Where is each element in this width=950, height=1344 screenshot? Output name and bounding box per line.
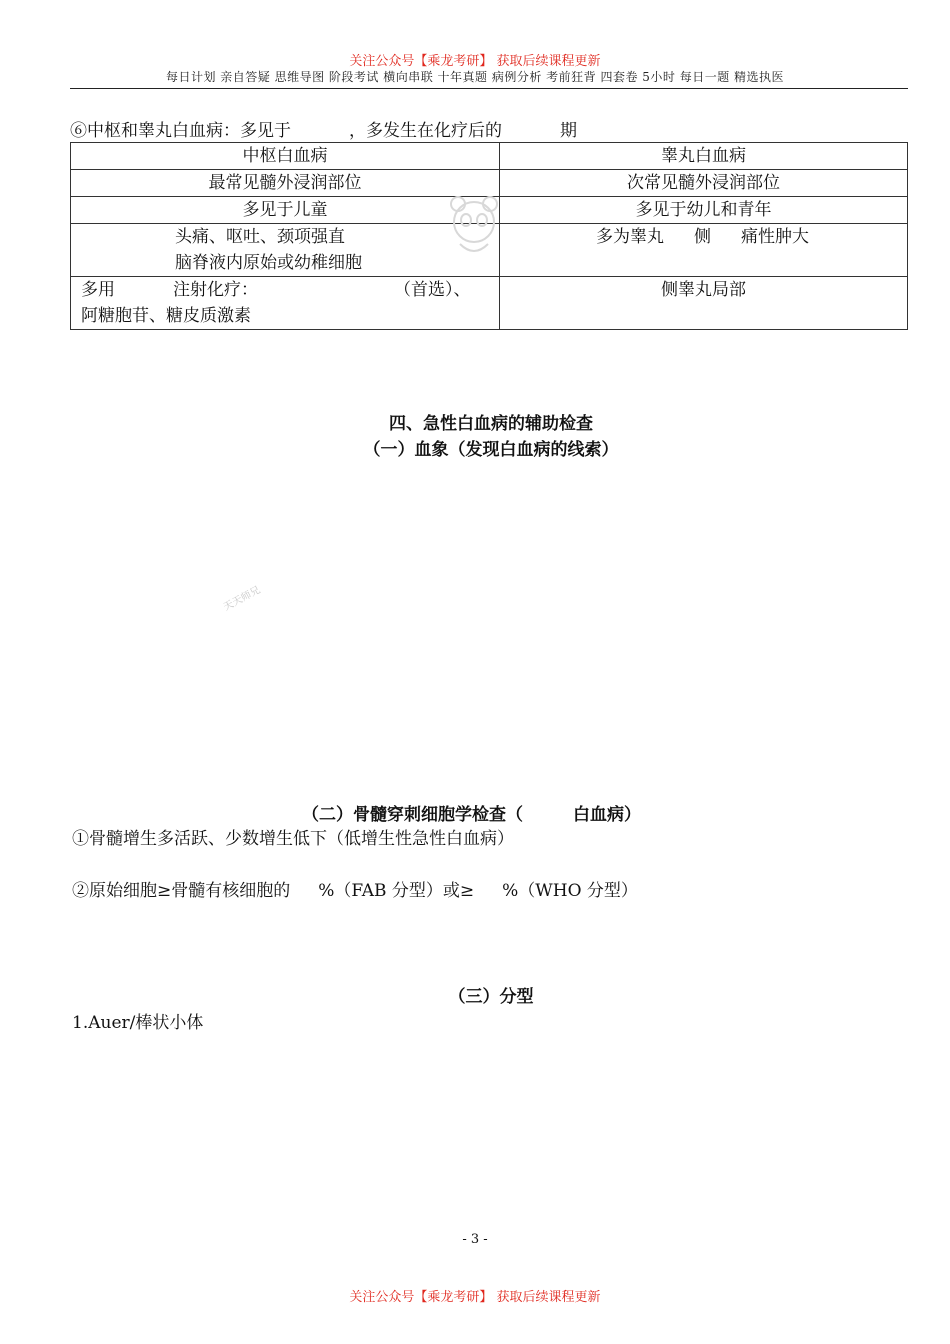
bone-marrow-item-1: ①骨髓增生多活跃、少数增生低下（低增生性急性白血病） <box>72 829 514 849</box>
section4-bone-marrow-heading <box>302 800 641 825</box>
treatment-line-1 <box>81 277 499 303</box>
section6-intro-a: ⑥中枢和睾丸白血病：多见于 <box>70 121 291 141</box>
header-promo: 关注公众号【乘龙考研】 获取后续课程更新 <box>349 54 601 69</box>
page-number: - 3 - <box>462 1232 488 1247</box>
symptoms-line-2: 脑脊液内原始或幼稚细胞 <box>175 253 362 273</box>
testis-symptom-c: 痛性肿大 <box>741 227 809 247</box>
item2-c: %（WHO 分型） <box>502 881 638 901</box>
diagonal-watermark: 天天师兄 <box>221 584 263 614</box>
table-row <box>71 277 908 330</box>
symptoms-line-1: 头痛、呕吐、颈项强直 <box>175 227 345 247</box>
header-nav: 每日计划 亲自答疑 思维导图 阶段考试 横向串联 十年真题 病例分析 考前狂背 四套卷 5小时 每日一题 精选执医 <box>165 70 785 84</box>
bone-marrow-item-2 <box>72 876 638 901</box>
table-cell: 多见于幼儿和青年 <box>500 197 908 224</box>
footer-promo: 关注公众号【乘龙考研】 获取后续课程更新 <box>349 1290 601 1305</box>
table-cell-testis-symptom <box>500 224 908 277</box>
table-cell: 最常见髓外浸润部位 <box>71 170 500 197</box>
section6-intro-b: ，多发生在化疗后的 <box>349 121 502 141</box>
table-header-cns: 中枢白血病 <box>71 143 500 170</box>
treatment-line-2: 阿糖胞苷、糖皮质激素 <box>81 306 251 326</box>
testis-symptom-b: 侧 <box>694 227 711 247</box>
item2-a: ②原始细胞≥骨髓有核细胞的 <box>72 881 291 901</box>
treatment-c: （首选）、 <box>394 280 471 300</box>
item2-b: %（FAB 分型）或≥ <box>318 881 475 901</box>
section4-classification-heading: （三）分型 <box>448 987 534 1007</box>
treatment-a: 多用 <box>81 280 115 300</box>
section4-blood-picture-heading: （一）血象（发现白血病的线索） <box>363 440 619 460</box>
panda-watermark-icon <box>446 192 502 264</box>
bone-marrow-heading-b: 白血病） <box>573 805 641 825</box>
table-cell-symptoms <box>71 224 500 277</box>
auer-body-item: 1.Auer/棒状小体 <box>72 1013 204 1033</box>
section4-title: 四、急性白血病的辅助检查 <box>389 414 593 434</box>
table-cell: 多见于儿童 <box>71 197 500 224</box>
bone-marrow-heading-a: （二）骨髓穿刺细胞学检查（ <box>302 805 523 825</box>
table-header-testis: 睾丸白血病 <box>500 143 908 170</box>
table-cell-treatment <box>71 277 500 330</box>
treatment-b: 注射化疗： <box>173 280 258 300</box>
section6-intro <box>70 116 577 141</box>
table-row <box>71 143 908 170</box>
header-divider <box>70 88 908 89</box>
section6-intro-c: 期 <box>560 121 577 141</box>
testis-symptom-a: 多为睾丸 <box>596 227 664 247</box>
table-cell-testis-treatment: 侧睾丸局部 <box>500 277 908 330</box>
table-cell: 次常见髓外浸润部位 <box>500 170 908 197</box>
